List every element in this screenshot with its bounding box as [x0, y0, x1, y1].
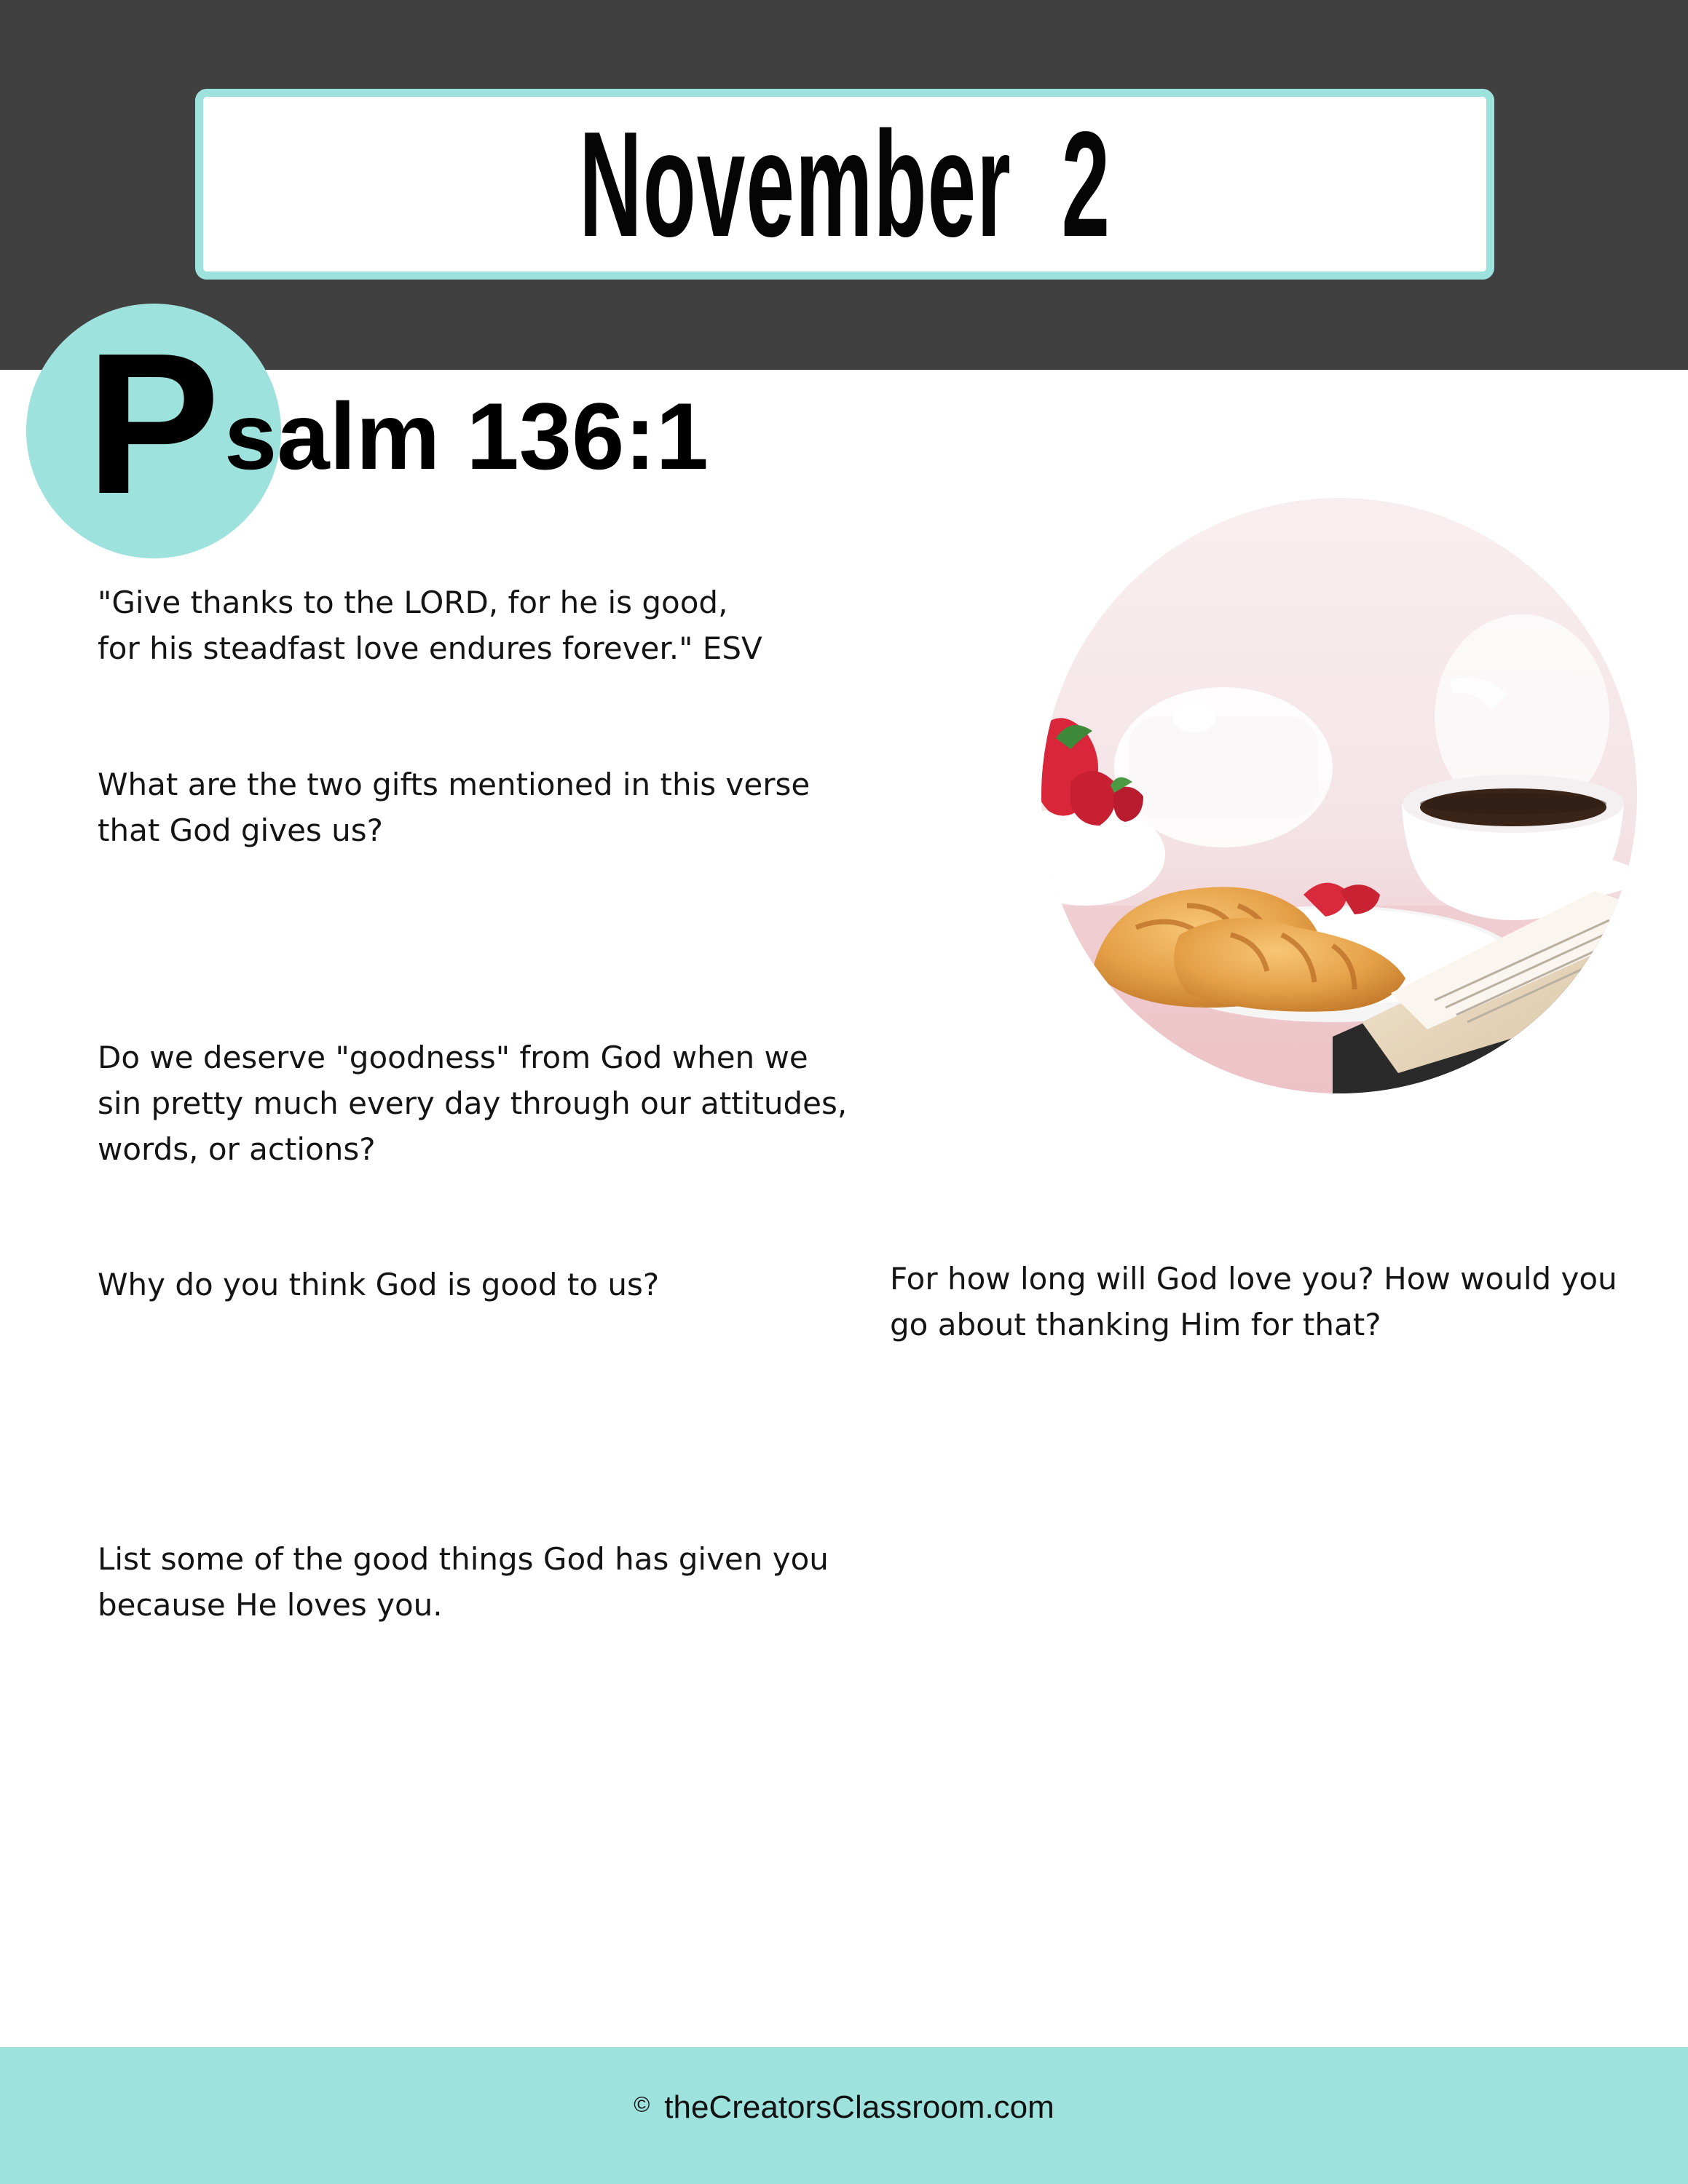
question-line: words, or actions? — [98, 1131, 376, 1167]
question-5 — [98, 1536, 829, 1628]
verse-line: "Give thanks to the LORD, for he is good, — [98, 585, 728, 620]
footer-site: theCreatorsClassroom.com — [664, 2089, 1054, 2125]
verse-line: for his steadfast love endures forever." ESV — [98, 630, 762, 666]
question-line: For how long will God love you? How would you — [890, 1261, 1617, 1297]
question-line: List some of the good things God has given you — [98, 1541, 829, 1577]
question-line: because He loves you. — [98, 1587, 443, 1623]
question-line: Do we deserve "goodness" from God when we — [98, 1040, 808, 1075]
verse-text — [98, 579, 762, 671]
date-banner — [195, 89, 1494, 280]
question-line: sin pretty much every day through our attitudes, — [98, 1085, 848, 1121]
question-4 — [890, 1256, 1617, 1348]
date-title: November 2 — [579, 100, 1111, 268]
question-3 — [98, 1262, 659, 1307]
footer-credit — [0, 2084, 1688, 2129]
question-line: that God gives us? — [98, 812, 383, 848]
question-2 — [98, 1034, 847, 1172]
page-title: salm 136:1 — [224, 383, 709, 489]
question-1 — [98, 761, 810, 853]
question-line: What are the two gifts mentioned in this verse — [98, 767, 811, 802]
title-initial-letter: P — [86, 312, 221, 536]
question-line: Why do you think God is good to us? — [98, 1267, 660, 1302]
header-band — [0, 0, 1688, 370]
breakfast-bible-photo — [1041, 498, 1637, 1093]
question-line: go about thanking Him for that? — [890, 1307, 1381, 1342]
copyright-icon: © — [634, 2093, 650, 2117]
